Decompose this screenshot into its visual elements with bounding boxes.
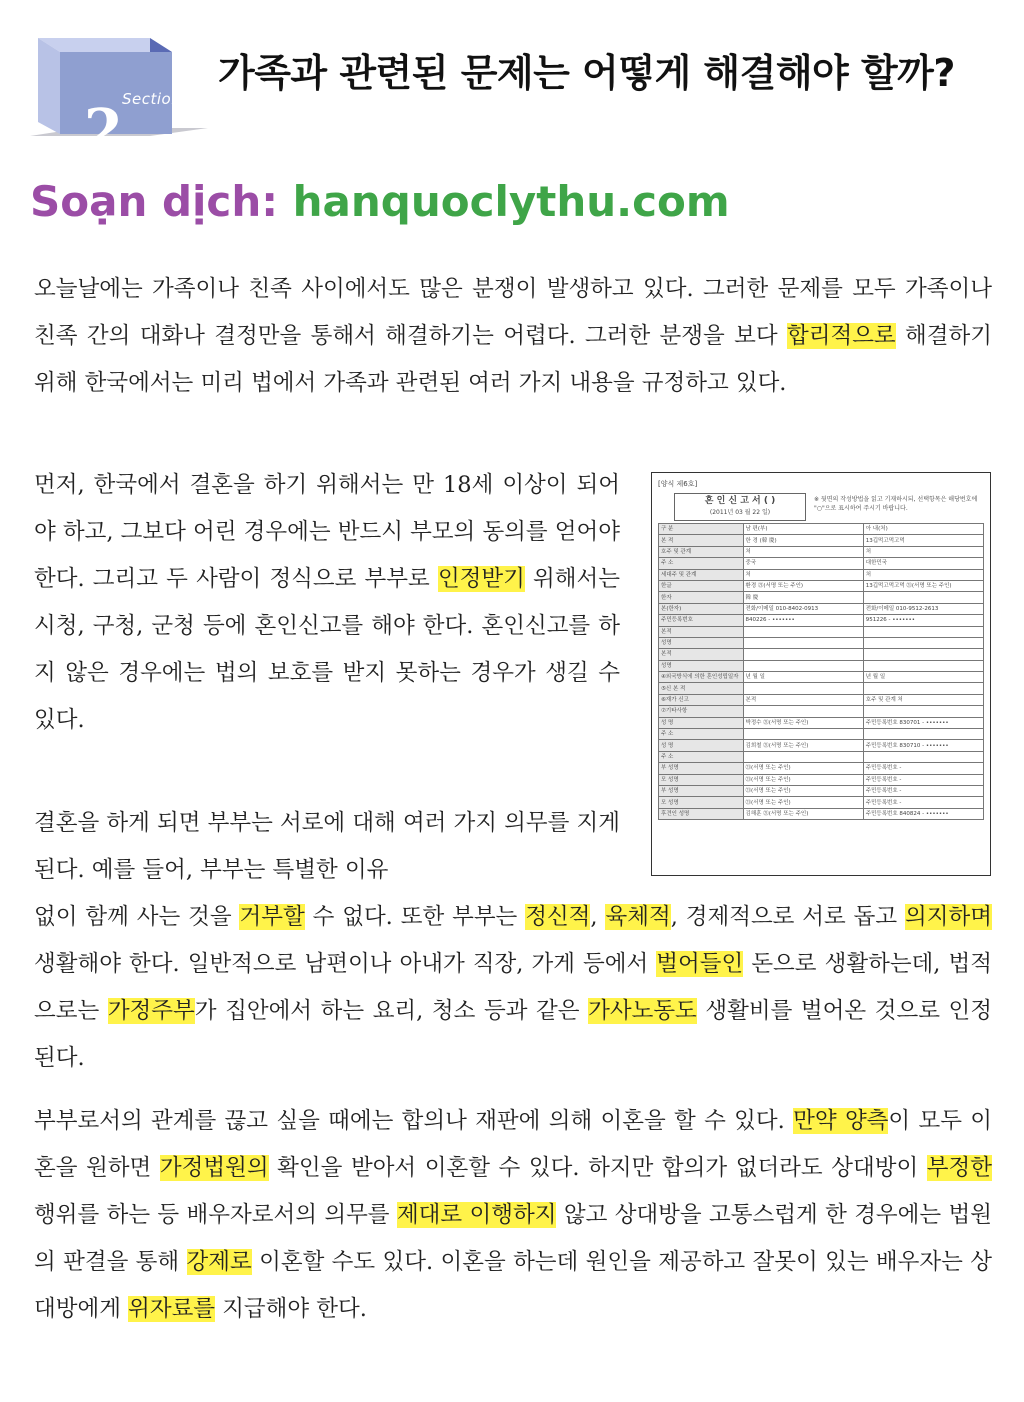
form-row [659,808,984,819]
highlighted-term: 제대로 이행하지 [396,1202,557,1228]
form-cell [743,649,863,660]
form-cell: 전화/이메일 010-9512-2613 [863,603,983,614]
form-note: ※ 뒷면의 작성방법을 읽고 기재하시되, 선택항목은 해당번호에 "○"으로 표시하여 주시기 바랍니다. [814,496,978,512]
paragraph-text: 수 없다. 또한 부부는 [304,904,526,930]
form-cell [863,637,983,648]
highlighted-term: 의지하며 [905,904,992,930]
form-row [659,694,984,705]
form-row [659,740,984,751]
form-cell: 韓 慶 [743,592,863,603]
form-cell: 성명 [659,637,744,648]
paragraph-4 [34,1098,992,1333]
paragraph-text: 이혼할 수도 있다. 이혼을 하는데 원인을 제공하고 잘못이 있는 배우자는 상대방에게 [34,1249,992,1322]
form-cell: 본적 [743,694,863,705]
form-cell: 주민등록번호 - [863,785,983,796]
form-row [659,603,984,614]
paragraph-1 [34,266,992,407]
form-cell: 부 성명 [659,785,744,796]
credit-line [30,176,730,228]
form-row [659,729,984,740]
section-label: Section [122,90,182,108]
paragraph-text: , [590,904,606,930]
form-row [659,751,984,762]
form-cell: 남 편(부) [743,524,863,535]
form-cell: 주 소 [659,558,744,569]
paragraph-text: 해결하기 위해 한국에서는 미리 법에서 가족과 관련된 여러 가지 내용을 규정하고 있다. [34,323,992,396]
form-row [659,649,984,660]
highlighted-term: 벌어들인 [656,951,744,977]
highlighted-term: 거부할 [239,904,305,930]
paragraph-text: 행위를 하는 등 배우자로서의 의무를 [34,1202,397,1228]
paragraph-text: 생활비를 벌어온 것으로 인정된다. [34,998,992,1071]
section-number: 2 [84,97,123,163]
form-cell: 주 소 [659,729,744,740]
form-row [659,524,984,535]
form-cell [743,626,863,637]
form-cell: 박정수 ㉑(서명 또는 주인) [743,717,863,728]
form-cell [863,660,983,671]
form-cell: 호주 및 관계 [659,546,744,557]
form-cell: 13깁먹고먹고먹 ㉑(서명 또는 주인) [863,580,983,591]
form-cell: 주민등록번호 830710 - ••••••• [863,740,983,751]
form-cell [743,729,863,740]
form-row [659,546,984,557]
form-row [659,660,984,671]
form-cell: 처 [863,569,983,580]
highlighted-term: 가정주부 [107,998,195,1024]
form-cell: 세대주 및 관계 [659,569,744,580]
paragraph-2 [34,462,620,744]
form-cell: 840226 - ••••••• [743,615,863,626]
form-cell [743,751,863,762]
form-cell: 환경 ㉑(서명 또는 주인) [743,580,863,591]
form-title-text: 혼 인 신 고 서 ( ) [704,496,776,506]
form-cell [863,683,983,694]
form-cell [743,660,863,671]
marriage-registration-form-image [651,472,991,876]
highlighted-term: 가사노동도 [588,998,697,1024]
section-badge [30,36,210,163]
paragraph-text: 위해서는 시청, 구청, 군청 등에 혼인신고를 해야 한다. 혼인신고를 하지 않은 경우에는 법의 보호를 받지 못하는 경우가 생길 수 있다. [34,566,621,733]
highlighted-term: 정신적 [525,904,591,930]
form-cell: 주민등록번호 - [863,774,983,785]
form-cell [863,649,983,660]
paragraph-text: 가 집안에서 하는 요리, 청소 등과 같은 [194,998,589,1024]
form-cell [743,706,863,717]
form-cell: 성 명 [659,717,744,728]
form-date: (2011년 03 월 22 일) [709,509,771,516]
form-cell: 대한민국 [863,558,983,569]
paragraph-3-rest [34,894,992,1082]
form-cell [863,592,983,603]
form-row [659,706,984,717]
paragraph-text: 이 모두 이혼을 원하면 [34,1108,993,1181]
form-row [659,717,984,728]
paragraph-text: 오늘날에는 가족이나 친족 사이에서도 많은 분쟁이 발생하고 있다. 그러한 문제를 모두 가족이나 친족 간의 대화나 결정만을 통해서 해결하기는 어렵다. 그러한 분쟁을 보다 [34,276,992,349]
form-cell: 모 성명 [659,797,744,808]
form-cell: 부 성명 [659,763,744,774]
form-row [659,569,984,580]
form-cell: 년 월 일 [743,672,863,683]
form-cell: 주민등록번호 - [863,763,983,774]
form-title [674,493,806,521]
paragraph-text: 없이 함께 사는 것을 [34,904,240,930]
form-cell: 주 소 [659,751,744,762]
form-cell: 처 [743,569,863,580]
form-cell: 호주 및 관계 처 [863,694,983,705]
paragraph-text: 먼저, 한국에서 결혼을 하기 위해서는 만 18세 이상이 되어야 하고, 그보다 어린 경우에는 반드시 부모의 동의를 얻어야 한다. 그리고 두 사람이 정식으로 부부로 [34,472,621,592]
highlighted-term: 인정받기 [437,566,525,592]
form-cell: 성명 [659,660,744,671]
form-cell: ⑤신 본 적 [659,683,744,694]
form-table [658,523,984,820]
form-row [659,683,984,694]
form-cell: 모 성명 [659,774,744,785]
highlighted-term: 강제로 [186,1249,252,1275]
form-cell [863,706,983,717]
form-row [659,558,984,569]
paragraph-text: , 경제적으로 서로 돕고 [670,904,906,930]
form-cell: 처 [863,546,983,557]
form-cell: 본적 [659,649,744,660]
form-row [659,580,984,591]
form-cell: 한 경 (韓 慶) [743,535,863,546]
form-cell: 구 분 [659,524,744,535]
form-cell: 본적 [659,626,744,637]
credit-site: hanquoclythu.com [292,177,730,226]
form-header: [양식 제6호] [658,480,698,488]
form-row [659,626,984,637]
form-cell: 후견인 성명 [659,808,744,819]
form-cell: ④외국방식에 의한 혼인성립일자 [659,672,744,683]
form-cell: 아 내(처) [863,524,983,535]
highlighted-term: 위자료를 [128,1296,216,1322]
highlighted-term: 만약 양측 [793,1108,889,1134]
paragraph-text: 확인을 받아서 이혼할 수 있다. 하지만 합의가 없더라도 상대방이 [268,1155,927,1181]
form-cell: 951226 - ••••••• [863,615,983,626]
form-cell: ㉑(서명 또는 주인) [743,785,863,796]
page-title: 가족과 관련된 문제는 어떻게 해결해야 할까? [218,51,955,95]
form-row [659,672,984,683]
form-row [659,592,984,603]
form-cell: 13깁먹고먹고먹 [863,535,983,546]
form-cell: ⑥재가 신고 [659,694,744,705]
form-cell: 주민등록번호 [659,615,744,626]
form-cell: ㉑(서명 또는 주인) [743,774,863,785]
highlighted-term: 부정한 [926,1155,992,1181]
form-cell: 본 적 [659,535,744,546]
form-cell: 김해훈 ㉑(서명 또는 주인) [743,808,863,819]
form-cell: 중국 [743,558,863,569]
paragraph-text: 부부로서의 관계를 끊고 싶을 때에는 합의나 재판에 의해 이혼을 할 수 있다. [34,1108,794,1134]
form-cell: 전화/이메일 010-8402-0913 [743,603,863,614]
form-cell: 주민등록번호 830701 - ••••••• [863,717,983,728]
form-cell: 주민등록번호 - [863,797,983,808]
form-cell [743,683,863,694]
form-row [659,774,984,785]
paragraph-text: 생활해야 한다. 일반적으로 남편이나 아내가 직장, 가게 등에서 [34,951,657,977]
form-cell [743,637,863,648]
paragraph-text: 않고 상대방을 고통스럽게 한 경우에는 법원의 판결을 통해 [34,1202,992,1275]
highlighted-term: 육체적 [605,904,671,930]
form-cell: 성 명 [659,740,744,751]
form-cell: 년 월 일 [863,672,983,683]
form-row [659,535,984,546]
form-cell: 한자 [659,592,744,603]
paragraph-text: 지급해야 한다. [215,1296,367,1322]
form-cell: 본(한자) [659,603,744,614]
form-cell: 주민등록번호 840824 - ••••••• [863,808,983,819]
highlighted-term: 가정법원의 [159,1155,269,1181]
form-cell: ㉑(서명 또는 주인) [743,763,863,774]
form-cell [863,729,983,740]
form-row [659,637,984,648]
form-row [659,763,984,774]
paragraph-3-top: 결혼을 하게 되면 부부는 서로에 대해 여러 가지 의무를 지게 된다. 예를 들어, 부부는 특별한 이유 [34,810,621,883]
form-cell: ⑦기타사항 [659,706,744,717]
highlighted-term: 합리적으로 [786,323,896,349]
form-row [659,785,984,796]
form-cell [863,626,983,637]
credit-label: Soạn dịch: [30,177,279,226]
form-cell [863,751,983,762]
form-row [659,615,984,626]
form-cell: 김희철 ㉑(서명 또는 주인) [743,740,863,751]
form-row [659,797,984,808]
form-cell: ㉑(서명 또는 주인) [743,797,863,808]
form-cell: 처 [743,546,863,557]
form-cell: 한글 [659,580,744,591]
paragraph-text: 돈으로 생활하는데, 법적으로는 [34,951,992,1024]
